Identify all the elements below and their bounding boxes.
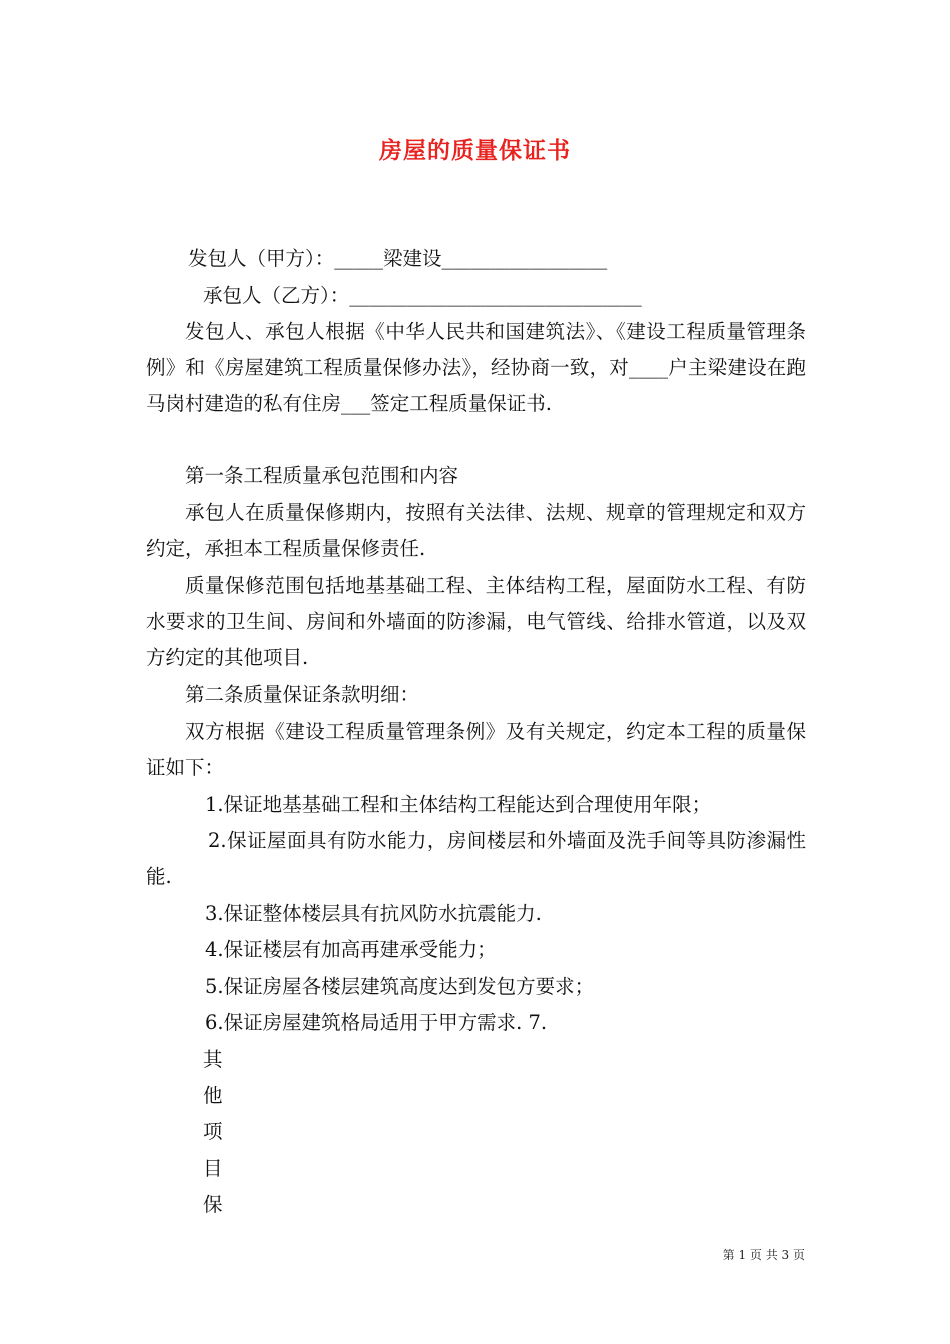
article2-intro-paragraph <box>146 714 806 786</box>
article1-p2-text: 质量保修范围包括地基基础工程、主体结构工程，屋面防水工程、有防水要求的卫生间、房间和外墙面的防渗漏，电气管线、给排水管道，以及双方约定的其他项目. <box>146 574 806 669</box>
article1-paragraph-2 <box>146 568 806 676</box>
intro-paragraph <box>146 314 806 422</box>
article1-paragraph-1 <box>146 495 806 567</box>
list-item-6: 6.保证房屋建筑格局适用于甲方需求. 7. <box>205 1011 548 1034</box>
vertical-char: 目 <box>203 1157 223 1180</box>
vertical-char: 保 <box>203 1193 223 1216</box>
list-item-2: 2.保证屋面具有防水能力，房间楼层和外墙面及洗手间等具防渗漏性能. <box>146 829 806 888</box>
intro-text: 发包人、承包人根据《中华人民共和国建筑法》、《建设工程质量管理条例》和《房屋建筑工程质量保修办法》，经协商一致，对____户主梁建设在跑马岗村建造的私有住房___签定工程质量保证书. <box>146 320 806 415</box>
article1-heading: 第一条工程质量承包范围和内容 <box>185 464 459 487</box>
page-number-footer: 第 1 页 共 3 页 <box>722 1248 805 1262</box>
vertical-char: 他 <box>203 1084 223 1107</box>
party-a-line: 发包人（甲方）：_____梁建设_________________ <box>188 247 608 270</box>
article2-intro-text: 双方根据《建设工程质量管理条例》及有关规定，约定本工程的质量保证如下： <box>146 720 806 779</box>
article2-heading: 第二条质量保证条款明细： <box>185 683 420 706</box>
article1-p1-text: 承包人在质量保修期内，按照有关法律、法规、规章的管理规定和双方约定，承担本工程质量保修责任. <box>146 501 806 560</box>
list-item-1: 1.保证地基基础工程和主体结构工程能达到合理使用年限； <box>205 793 712 816</box>
list-item-5: 5.保证房屋各楼层建筑高度达到发包方要求； <box>205 975 595 998</box>
list-item-3: 3.保证整体楼层具有抗风防水抗震能力. <box>205 902 542 925</box>
list-item-2-block <box>146 823 806 895</box>
party-b-line: 承包人（乙方）：______________________________ <box>203 284 642 307</box>
article1-heading-block <box>146 458 806 494</box>
list-item-4: 4.保证楼层有加高再建承受能力； <box>205 938 497 961</box>
article2-heading-block <box>146 677 806 713</box>
document-title: 房屋的质量保证书 <box>379 137 571 164</box>
vertical-char: 其 <box>203 1048 223 1071</box>
vertical-char: 项 <box>203 1120 223 1143</box>
